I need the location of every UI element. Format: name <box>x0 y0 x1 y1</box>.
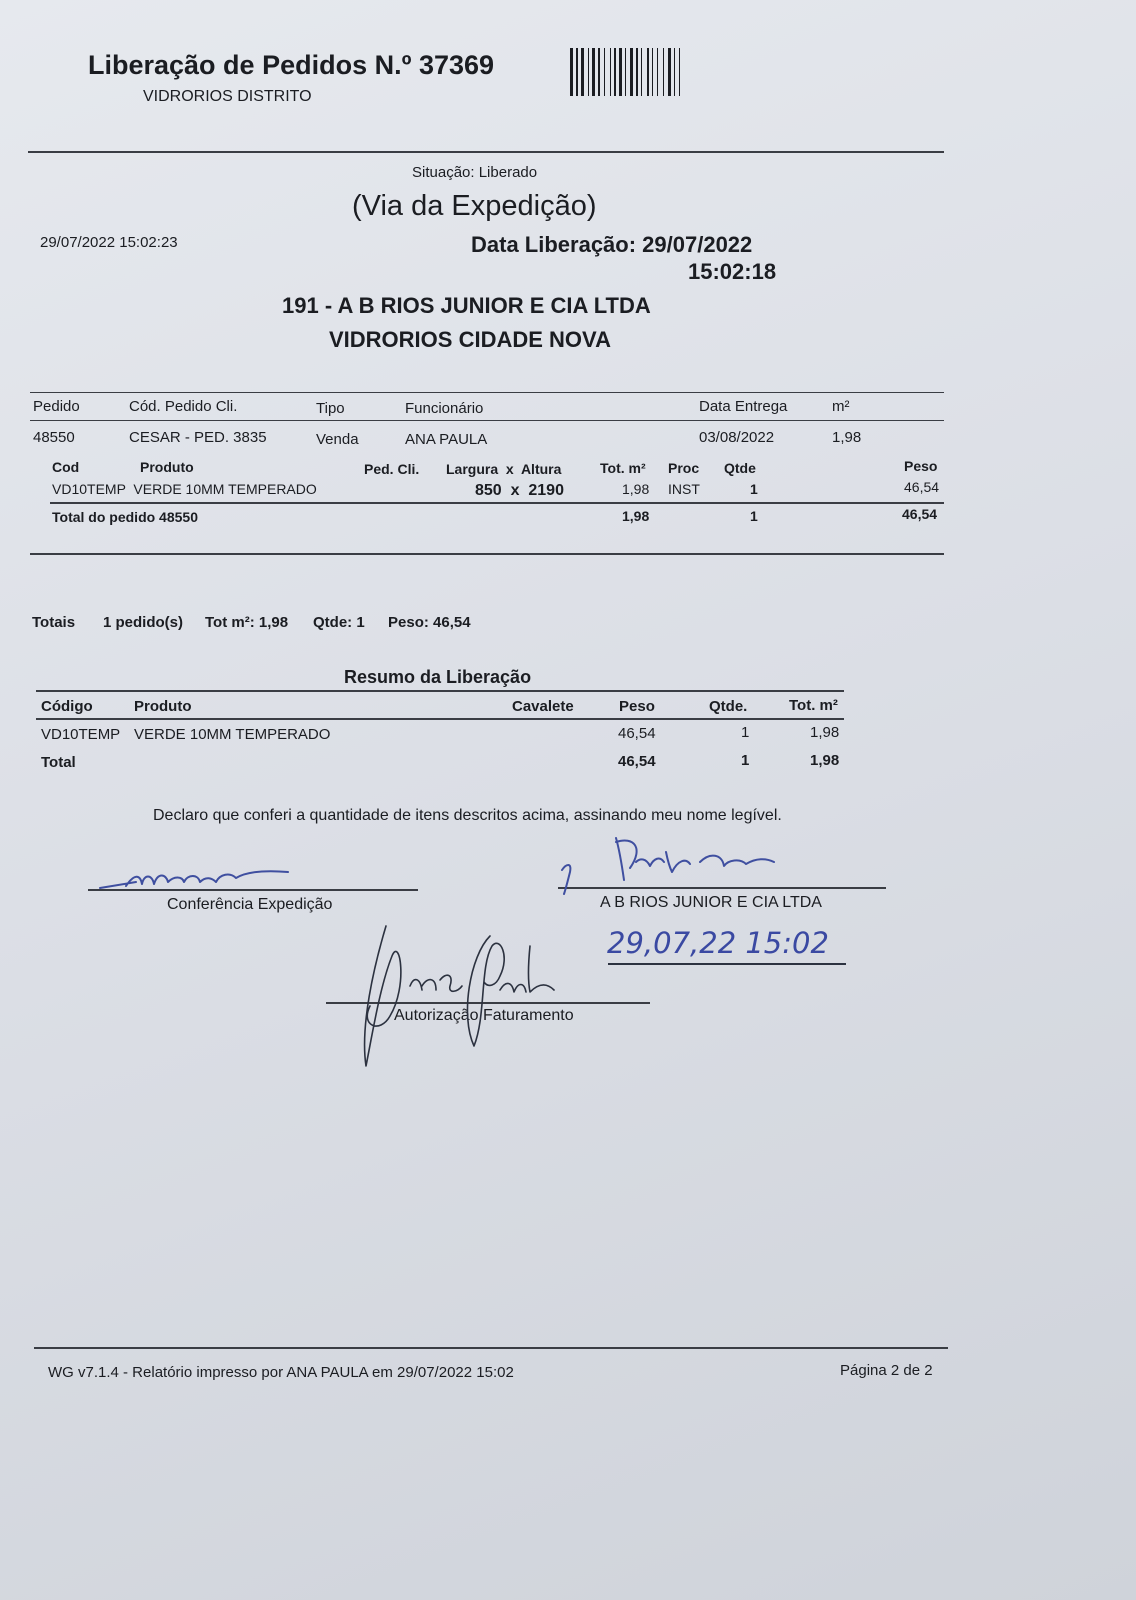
item-header-largura-altura: Largura x Altura <box>446 461 562 477</box>
company-unit: VIDRORIOS DISTRITO <box>143 88 312 105</box>
order-total-qtde: 1 <box>750 508 758 524</box>
summary-header-codigo: Código <box>41 698 93 715</box>
autorizacao-label: Autorização Faturamento <box>394 1007 574 1024</box>
item-header-qtde: Qtde <box>724 460 756 476</box>
autorizacao-signature <box>350 916 570 1072</box>
summary-header-tot-m2: Tot. m² <box>789 697 838 714</box>
item-qtde: 1 <box>750 481 758 497</box>
footer-printed-by: WG v7.1.4 - Relatório impresso por ANA PAULA em 29/07/2022 15:02 <box>48 1364 514 1381</box>
conferencia-signature <box>96 860 306 894</box>
item-header-produto: Produto <box>140 459 194 475</box>
footer-rule <box>34 1347 948 1349</box>
client-signature <box>560 832 800 908</box>
item-header-proc: Proc <box>668 460 700 476</box>
order-cod-pedido-cli: CESAR - PED. 3835 <box>129 429 267 446</box>
summary-header-qtde: Qtde. <box>709 698 748 715</box>
handwritten-date-underline <box>608 963 846 965</box>
totais-label: Totais <box>32 614 76 631</box>
conferencia-label: Conferência Expedição <box>167 896 333 913</box>
printed-timestamp: 29/07/2022 15:02:23 <box>40 234 178 251</box>
handwritten-date: 29,07,22 15:02 <box>607 926 829 960</box>
order-m2: 1,98 <box>832 429 862 446</box>
col-header-data-entrega: Data Entrega <box>699 398 788 415</box>
item-header-cod: Cod <box>52 459 80 475</box>
col-header-m2: m² <box>832 398 850 415</box>
summary-header-cavalete: Cavalete <box>512 698 574 715</box>
col-header-pedido: Pedido <box>33 398 80 415</box>
declaration-text: Declaro que conferi a quantidade de itens descritos acima, assinando meu nome legível. <box>153 807 782 824</box>
item-cod-produto: VD10TEMP VERDE 10MM TEMPERADO <box>52 481 317 497</box>
summary-total-tot-m2: 1,98 <box>810 752 840 769</box>
item-tot-m2: 1,98 <box>622 481 650 497</box>
summary-header-produto: Produto <box>134 698 192 715</box>
summary-header-rule <box>36 718 844 720</box>
order-section-divider <box>30 553 944 555</box>
order-table-header-rule <box>30 420 944 421</box>
col-header-tipo: Tipo <box>316 400 345 417</box>
summary-total-qtde: 1 <box>741 752 750 769</box>
item-proc: INST <box>668 481 700 497</box>
summary-row-produto: VERDE 10MM TEMPERADO <box>134 726 331 743</box>
order-data-entrega: 03/08/2022 <box>699 429 775 446</box>
order-total-tot-m2: 1,98 <box>622 508 650 524</box>
totais-peso: Peso: 46,54 <box>388 614 471 631</box>
via-title: (Via da Expedição) <box>352 190 597 222</box>
item-header-ped-cli: Ped. Cli. <box>364 461 420 477</box>
col-header-cod-pedido-cli: Cód. Pedido Cli. <box>129 398 238 415</box>
summary-row-peso: 46,54 <box>618 725 656 742</box>
summary-row-tot-m2: 1,98 <box>810 724 840 741</box>
client-store: VIDRORIOS CIDADE NOVA <box>329 327 611 352</box>
summary-top-rule <box>36 690 844 692</box>
order-table-top-rule <box>30 392 944 393</box>
order-pedido: 48550 <box>33 429 75 446</box>
item-header-tot-m2: Tot. m² <box>600 460 646 476</box>
summary-row-codigo: VD10TEMP <box>41 726 121 743</box>
summary-title: Resumo da Liberação <box>344 667 532 687</box>
order-tipo: Venda <box>316 431 359 448</box>
summary-row-qtde: 1 <box>741 724 750 741</box>
situacao-label: Situação: Liberado <box>412 164 538 181</box>
order-total-rule <box>50 502 944 504</box>
item-dimensions: 850 x 2190 <box>475 482 564 499</box>
order-total-peso: 46,54 <box>902 506 938 522</box>
footer-page-number: Página 2 de 2 <box>840 1362 933 1379</box>
order-total-label: Total do pedido 48550 <box>52 509 198 525</box>
col-header-funcionario: Funcionário <box>405 400 484 417</box>
item-peso: 46,54 <box>904 479 940 495</box>
totais-pedidos: 1 pedido(s) <box>103 614 184 631</box>
summary-total-label: Total <box>41 754 76 771</box>
hora-liberacao: 15:02:18 <box>688 259 777 284</box>
header-divider <box>28 151 944 153</box>
summary-total-peso: 46,54 <box>618 753 656 770</box>
summary-header-peso: Peso <box>619 698 655 715</box>
totais-qtde: Qtde: 1 <box>313 614 365 631</box>
totais-tot-m2: Tot m²: 1,98 <box>205 614 289 631</box>
barcode-icon <box>570 48 732 96</box>
document-title: Liberação de Pedidos N.º 37369 <box>88 50 495 80</box>
data-liberacao: Data Liberação: 29/07/2022 <box>471 232 753 257</box>
client-signature-label: A B RIOS JUNIOR E CIA LTDA <box>600 894 822 911</box>
client-name: 191 - A B RIOS JUNIOR E CIA LTDA <box>282 293 651 318</box>
order-funcionario: ANA PAULA <box>405 431 488 448</box>
item-header-peso: Peso <box>904 458 938 474</box>
